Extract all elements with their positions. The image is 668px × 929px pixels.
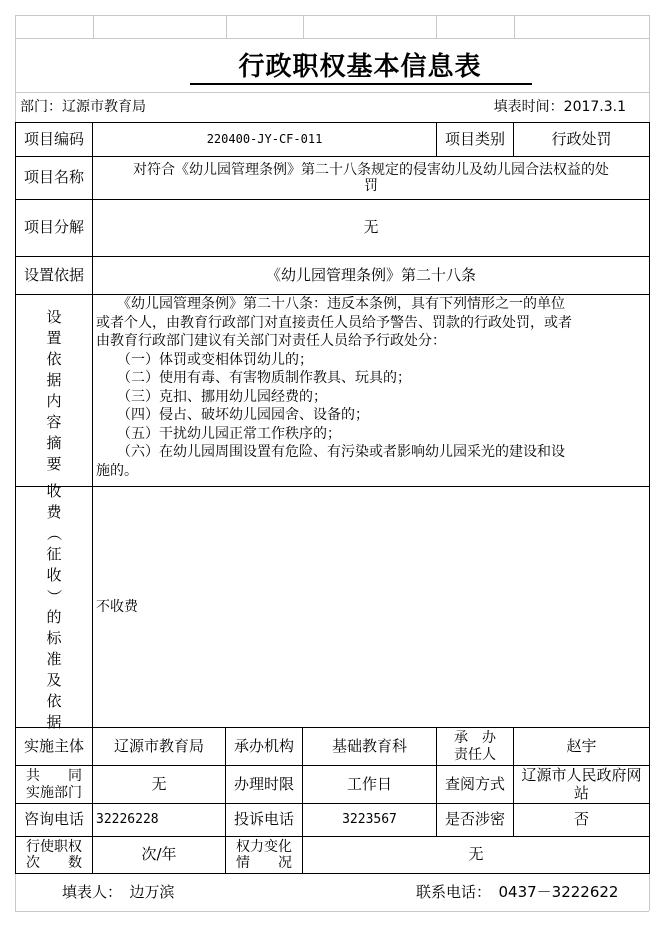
page-title: 行政职权基本信息表 [238,52,482,82]
category-value: 行政处罚 [551,129,612,148]
change-label [226,837,302,873]
person-value: 赵宇 [566,736,597,755]
grid-col-5 [436,15,437,39]
complaint-label: 投诉电话 [233,810,294,829]
secret-value: 否 [573,810,589,829]
fee-label-char: 依 [46,692,62,710]
fee-label-char: 收 [46,482,62,500]
query-value [514,766,649,803]
fee-label-char: 征 [46,545,62,563]
table-border [15,873,650,874]
complaint-value: 3223567 [342,811,397,827]
summary-line: 或者个人，由教育行政部门对直接责任人员给予警告、罚款的行政处罚，或者 [96,314,572,331]
grid-footer-left [15,873,16,911]
summary-line: （四）侵占、破坏幼儿园园舍、设备的； [96,407,369,423]
summary-line: （一）体罚或变相体罚幼儿的； [96,351,313,368]
joint-value: 无 [151,774,167,793]
fee-label [16,482,92,731]
summary-line: （六）在幼儿园周围设置有危险、有污染或者影响幼儿园采光的建设和设 [96,444,565,460]
change-label-line1: 权力变化 [236,838,292,855]
summary-label-char: 容 [46,412,62,431]
fill-date: 填表时间：2017.3.1 [493,99,626,116]
code-label: 项目编码 [23,129,84,148]
phone-value: 32226228 [96,811,159,827]
query-label: 查阅方式 [444,774,505,793]
summary-label-char: 依 [46,349,62,368]
summary-line: （三）克扣、挪用幼儿园经费的； [96,388,327,405]
basis-value: 《幼儿园管理条例》第二十八条 [265,265,476,284]
grid-col-7 [649,15,650,92]
table-border [649,122,650,874]
secret-label: 是否涉密 [444,810,505,829]
grid-row-2 [15,38,649,39]
change-label-line2: 情 况 [236,855,292,871]
query-value-line1: 辽源市人民政府网 [521,766,642,785]
fee-label-char: 准 [46,650,62,668]
grid-col-4 [303,15,304,39]
summary-label-char: 据 [46,370,62,389]
person-label-line1: 承 办 [454,730,496,747]
name-value [93,157,649,199]
title-underline [190,83,532,85]
fee-label-char: 据 [46,713,62,731]
summary-line: （五）干扰幼儿园正常工作秩序的； [96,425,341,442]
query-value-line2: 站 [573,783,589,802]
joint-label-line2: 实施部门 [26,784,82,801]
split-value: 无 [363,218,379,237]
summary-label-char: 要 [46,454,62,473]
times-value: 次/年 [141,845,177,864]
code-value: 220400-JY-CF-011 [206,131,323,146]
split-label: 项目分解 [23,218,84,237]
fee-label-char: ） [45,588,64,605]
fee-label-char: （ [45,525,64,542]
fee-label-char: 收 [46,566,62,584]
grid-col-6 [514,15,515,39]
fee-value: 不收费 [96,598,138,615]
name-value-line2: 罚 [364,178,378,194]
basis-label: 设置依据 [23,265,84,284]
grid-col-1 [15,15,16,92]
deadline-value: 工作日 [346,774,392,793]
grid-col-2 [93,15,94,39]
summary-label-char: 摘 [46,433,62,452]
joint-label-line1: 共 同 [26,768,82,785]
contact: 联系电话： 0437－3222622 [416,883,619,902]
grid-col-right-dept [649,92,650,122]
name-value-line1: 对符合《幼儿园管理条例》第二十八条规定的侵害幼儿及幼儿园合法权益的处 [133,161,609,178]
subject-label: 实施主体 [23,736,84,755]
department-label: 部门：辽源市教育局 [20,99,146,116]
name-label: 项目名称 [23,168,84,187]
agency-value: 基础教育科 [331,736,407,755]
fee-label-char: 的 [46,608,62,626]
summary-line: 施的。 [96,462,138,479]
times-label [16,837,92,873]
grid-top [15,15,649,16]
grid-footer-bottom [15,911,649,912]
person-label-line2: 责任人 [454,746,496,763]
summary-label-char: 设 [46,307,62,326]
summary-line: （二）使用有毒、有害物质制作教具、玩具的； [96,370,411,386]
deadline-label: 办理时限 [233,774,294,793]
fee-label-char: 标 [46,629,62,647]
joint-label [16,766,92,803]
fee-label-char: 及 [46,671,62,689]
category-label: 项目类别 [444,129,505,148]
times-label-line1: 行使职权 [26,838,82,855]
grid-footer-right [649,873,650,911]
summary-line: 《幼儿园管理条例》第二十八条：违反本条例，具有下列情形之一的单位 [96,296,565,312]
subject-value: 辽源市教育局 [113,736,204,755]
summary-text [96,295,644,480]
times-label-line2: 次 数 [26,855,82,871]
filler: 填表人： 边万滨 [62,883,175,902]
summary-label [16,295,92,486]
fee-label-char: 费 [46,503,62,521]
phone-label: 咨询电话 [23,810,84,829]
grid-col-3 [226,15,227,39]
agency-label: 承办机构 [233,736,294,755]
person-label [437,728,513,765]
change-value: 无 [468,845,484,864]
summary-label-char: 置 [46,328,62,347]
summary-line: 由教育行政部门建议有关部门对责任人员给予行政处分： [96,333,446,349]
summary-label-char: 内 [46,391,62,410]
